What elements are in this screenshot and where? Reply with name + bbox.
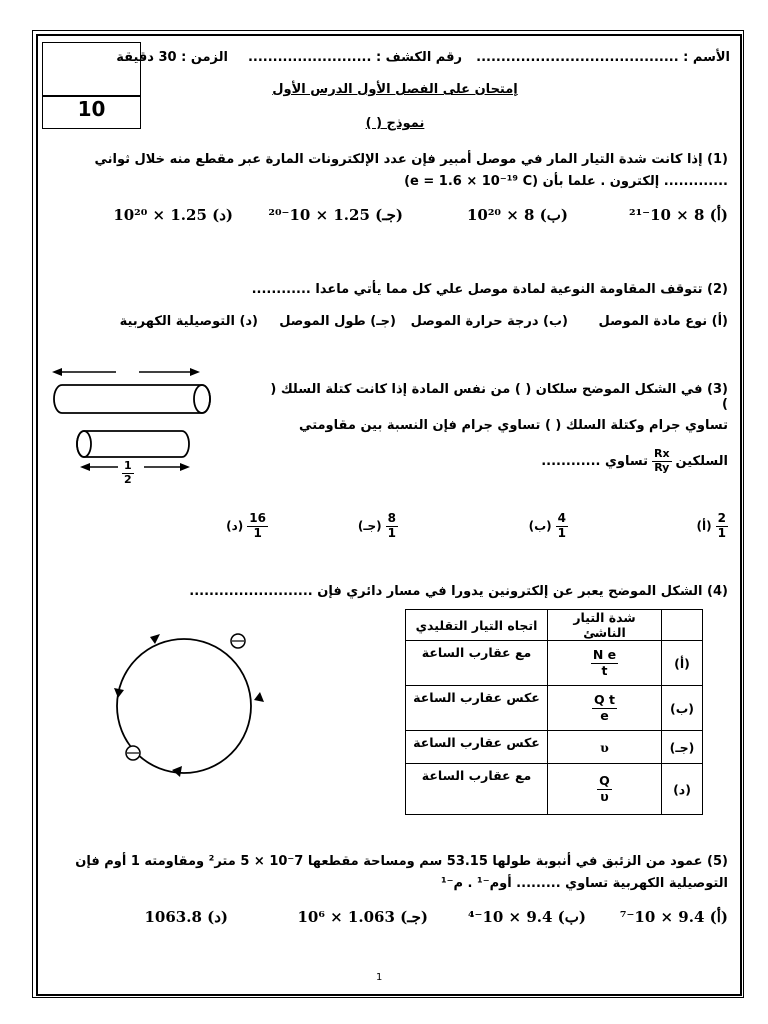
q3-line3-suffix: تساوي ............ [541, 453, 648, 469]
q3-stem-line3 [541, 448, 728, 474]
q3-stem-line2: تساوي جرام وكتلة السلك ( ) تساوي جرام فإن النسبة بين مقاومتي [299, 418, 728, 433]
q3-option-d-letter: (د) [226, 519, 244, 534]
arrow-left [114, 688, 124, 698]
q3-line3-prefix: السلكين [675, 453, 728, 469]
exam-time: الزمن : 30 دقيقة [116, 50, 228, 65]
q2-option-b[interactable]: (ب) درجة حرارة الموصل [410, 314, 568, 329]
q5-stem-line2: التوصيلية الكهربية تساوي ......... أوم⁻¹ . م⁻¹ [440, 876, 728, 891]
q3-option-c-fraction: $\frac{8}{1}$ [387, 511, 396, 540]
table-row[interactable] [406, 731, 703, 764]
seat-number-field: رقم الكشف : ......................... [247, 50, 462, 65]
q4-row-d-letter: (د) [662, 764, 703, 815]
q1-option-b[interactable]: (ب) 8 × 10²⁰ [466, 206, 568, 224]
wire-y-label-num: 1 [124, 459, 132, 472]
q3-ratio [652, 448, 672, 474]
q3-option-a-letter: (أ) [696, 519, 712, 534]
q2-option-a[interactable]: (أ) نوع مادة الموصل [598, 314, 728, 329]
q3-stem-line1: (3) في الشكل الموضح سلكان ( ) من نفس المادة إذا كانت كتلة السلك ( ) [270, 382, 728, 412]
q3-ratio-num: Rx [653, 447, 670, 460]
q5-option-a[interactable]: (أ) 9.4 × 10⁻⁷ [619, 908, 728, 926]
q4-options-table [405, 609, 703, 815]
q3-option-d-fraction: $\frac{16}{1}$ [249, 511, 266, 540]
q5-stem-line1: (5) عمود من الزئبق في أنبوبة طولها 53.15 سم ومساحة مقطعها 7⁻10 × 5 متر² ومقاومته 1 أوم فإن [75, 854, 728, 869]
q1-stem-line2: ............. إلكترون . علما بأن (e = 1.6 × 10⁻¹⁹ C) [404, 174, 728, 189]
q3-ratio-den: Ry [654, 460, 670, 474]
electron-bottom-left [126, 746, 140, 760]
q5-option-b[interactable]: (ب) 9.4 × 10⁻⁴ [467, 908, 586, 926]
q4-row-c-strength: υ [548, 731, 662, 764]
q1-option-d[interactable]: (د) 1.25 × 10²⁰ [113, 206, 233, 224]
q4-row-a-strength: $\frac{\text{N e}}{t}$ [548, 641, 662, 686]
q4-row-a-direction: مع عقارب الساعة [406, 641, 548, 686]
wire-y-length-label [122, 460, 134, 486]
q2-stem: (2) تتوقف المقاومة النوعية لمادة موصل علي كل مما يأتي ماعدا ............ [251, 282, 728, 297]
q2-option-c[interactable]: (جـ) طول الموصل [279, 314, 396, 329]
q5-option-d[interactable]: (د) 1063.8 [144, 908, 228, 926]
q3-wires-figure [44, 360, 224, 490]
q4-row-a-letter: (أ) [662, 641, 703, 686]
q4-row-b-letter: (ب) [662, 686, 703, 731]
arrow-right [254, 692, 264, 702]
q3-option-a[interactable] [697, 512, 728, 541]
model-label: نموذج ( ) [365, 116, 425, 131]
q4-stem: (4) الشكل الموضح يعبر عن إلكترونين يدورا في مسار دائري فإن ......................... [189, 584, 728, 599]
q4-row-b-strength: $\frac{\text{Q t}}{e}$ [548, 686, 662, 731]
header-current-strength: شدة التيار الناشئ [548, 610, 662, 641]
grade-total: 10 [77, 97, 106, 121]
q3-option-b-fraction: $\frac{4}{1}$ [557, 511, 566, 540]
arrow-top-left [150, 634, 160, 644]
q5-option-c[interactable]: (جـ) 1.063 × 10⁶ [297, 908, 428, 926]
table-row[interactable] [406, 764, 703, 815]
q3-option-d[interactable] [226, 512, 268, 541]
q4-row-c-letter: (جـ) [662, 731, 703, 764]
header-current-direction: اتجاه التيار التقليدي [406, 610, 548, 641]
q4-row-d-direction: مع عقارب الساعة [406, 764, 548, 815]
exam-title: إمتحان على الفصل الأول الدرس الأول [272, 82, 518, 97]
page-number: 1 [376, 972, 383, 983]
q3-option-b[interactable] [529, 512, 568, 541]
table-row[interactable] [406, 641, 703, 686]
name-field: الأسم : ......................................... [476, 50, 730, 65]
q4-circular-path-figure [100, 620, 280, 790]
q1-option-c[interactable]: (جـ) 1.25 × 10⁻²⁰ [268, 206, 403, 224]
q4-row-c-direction: عكس عقارب الساعة [406, 731, 548, 764]
wire-y-label-den: 2 [124, 472, 132, 486]
q3-option-a-fraction: $\frac{2}{1}$ [717, 511, 726, 540]
q4-row-d-strength: $\frac{Q}{\upsilon}$ [548, 764, 662, 815]
header-empty-cell [662, 610, 703, 641]
q3-option-b-letter: (ب) [528, 519, 552, 534]
electron-top-right [231, 634, 245, 648]
q2-option-d[interactable]: (د) التوصيلية الكهربية [119, 314, 258, 329]
q1-option-a[interactable]: (أ) 8 × 10⁻²¹ [629, 206, 728, 224]
q3-option-c[interactable] [358, 512, 398, 541]
q4-row-b-direction: عكس عقارب الساعة [406, 686, 548, 731]
table-row[interactable] [406, 686, 703, 731]
table-header-row [406, 610, 703, 641]
q3-option-c-letter: (جـ) [357, 519, 382, 534]
wire-x [52, 368, 210, 413]
q1-stem-line1: (1) إذا كانت شدة التيار المار في موصل أمبير فإن عدد الإلكترونات المارة عبر مقطع منه خلال ثواني [94, 152, 728, 167]
